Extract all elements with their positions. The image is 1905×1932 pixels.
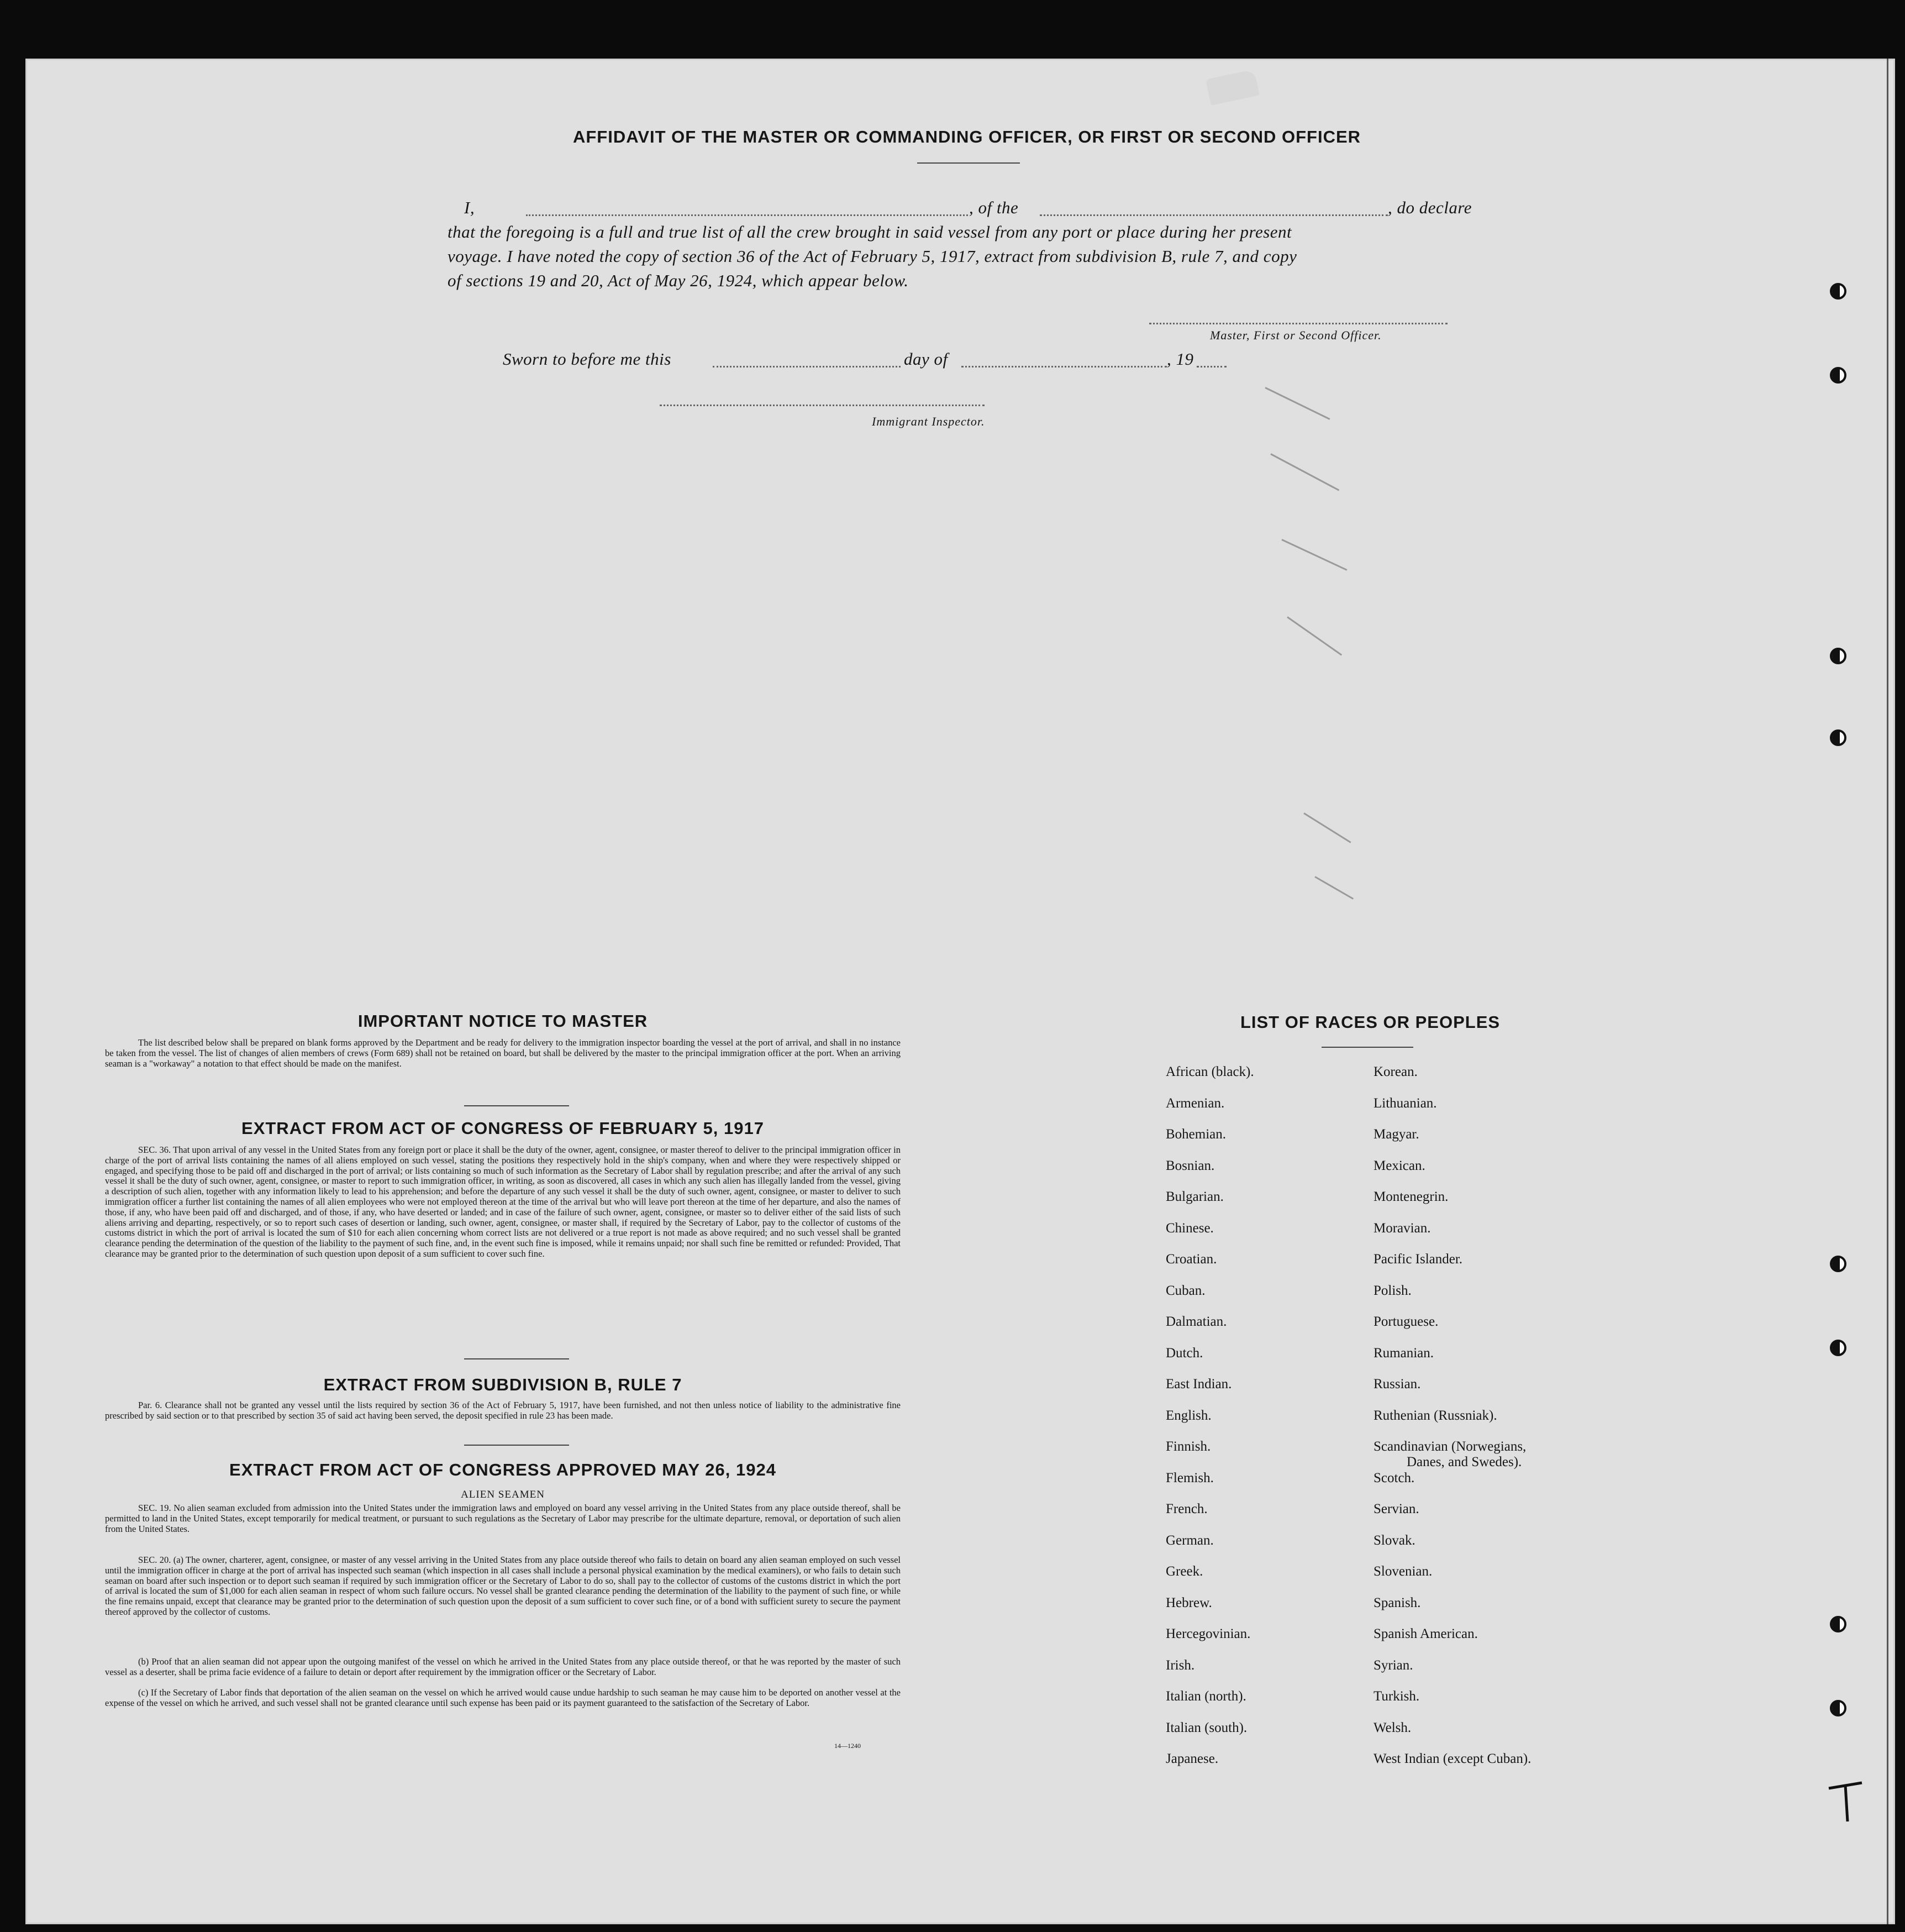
race-entry: Spanish American. <box>1374 1626 1478 1641</box>
race-entry: Pacific Islander. <box>1374 1252 1463 1267</box>
form-number: 14—1240 <box>834 1742 861 1750</box>
declaration-do-declare: , do declare <box>1388 198 1472 217</box>
race-entry: Bosnian. <box>1166 1158 1215 1173</box>
race-entry: West Indian (except Cuban). <box>1374 1751 1532 1766</box>
race-entry: Mexican. <box>1374 1158 1425 1173</box>
extract-1917-text: SEC. 36. That upon arrival of any vessel in the United States from any foreign port or place it shall be the duty of the owner, agent, consignee, or master thereof to deliver to the principal immigration officer in charge of the port of arrival lists containing the names of all aliens employed on such vessel, stating the positions they respectively hold in the ship's company, when and where they were respectively shipped or engaged, and specifying those to be paid off and discharged in the port of arrival; or lists containing so much of such information as the Secretary of Labor shall by regulation prescribe; and after the arrival of any such vessel it shall be the duty of such owner, agent, consignee, or master to report to such immigration officer, in writing, as soon as discovered, all cases in which any such alien has illegally landed from the vessel, giving a description of such alien, together with any information likely to lead to his apprehension; and before the departure of any such vessel it shall be the duty of such owner, agent, consignee, or master to deliver to such immigration officer a further list containing the names of all alien employees who were not employed thereon at the time of the arrival but who will leave port thereon at the time of her departure, and also the names of those, if any, who have been paid off and discharged, and of those, if any, who have deserted or landed; and in case of the failure of such owner, agent, consignee, or master so to deliver either of the said lists of such aliens arriving and departing, respectively, or so to report such cases of desertion or landing, such owner, agent, consignee, or master shall, if required by the Secretary of Labor, pay to the collector of customs of the customs district in which the port of arrival is located the sum of $10 for each alien concerning whom correct lists are not delivered or a true report is not made as above required; and no such vessel shall be granted clearance pending the determination of the question of the liability to the payment of such fine, and, in the event such fine is imposed, while it remains unpaid; nor shall such fine be remitted or refunded: Provided, That clearance may be granted prior to the determination of such question upon deposit of a sum sufficient to cover such fine. <box>105 1144 901 1259</box>
race-entry: Servian. <box>1374 1502 1419 1516</box>
race-entry: Scandinavian (Norwegians, <box>1374 1439 1527 1454</box>
race-entry: Slovenian. <box>1374 1564 1433 1579</box>
race-entry: Irish. <box>1166 1657 1195 1673</box>
race-entry: Moravian. <box>1374 1220 1431 1236</box>
section-rule <box>464 1105 569 1106</box>
extract-1924-heading: EXTRACT FROM ACT OF CONGRESS APPROVED MAY 26, 1924 <box>229 1460 776 1479</box>
race-entry-continuation: Danes, and Swedes). <box>1407 1455 1522 1469</box>
races-rule <box>1322 1047 1413 1048</box>
binding-hole <box>1830 367 1846 384</box>
master-caption: Master, First or Second Officer. <box>1210 328 1382 342</box>
binding-hole <box>1830 1616 1846 1632</box>
race-entry: Japanese. <box>1166 1751 1219 1766</box>
binding-hole <box>1830 1340 1846 1356</box>
race-entry: Bulgarian. <box>1166 1189 1224 1204</box>
race-entry: Portuguese. <box>1374 1314 1439 1329</box>
binding-hole <box>1830 283 1846 300</box>
race-entry: Welsh. <box>1374 1720 1412 1735</box>
declaration-of-the: , of the <box>969 198 1019 217</box>
alien-seamen-subheading: ALIEN SEAMEN <box>461 1489 545 1500</box>
sworn-day-blank <box>713 366 901 368</box>
race-entry: Syrian. <box>1374 1657 1413 1673</box>
race-entry: Cuban. <box>1166 1283 1206 1298</box>
race-entry: Magyar. <box>1374 1127 1419 1142</box>
declaration-line-4: of sections 19 and 20, Act of May 26, 1924, which appear below. <box>448 271 909 290</box>
sworn-day-of: day of <box>904 349 948 369</box>
race-entry: Dalmatian. <box>1166 1314 1227 1329</box>
declaration-line-3: voyage. I have noted the copy of section 36 of the Act of February 5, 1917, extract from subdivision B, rule 7, and copy <box>448 246 1297 266</box>
race-entry: Flemish. <box>1166 1470 1214 1485</box>
binding-hole <box>1830 1256 1846 1272</box>
race-entry: French. <box>1166 1502 1208 1516</box>
declaration-line-2: that the foregoing is a full and true list of all the crew brought in said vessel from any port or place during her present <box>448 222 1292 242</box>
declaration-i: I, <box>464 198 475 217</box>
extract-rule7-text: Par. 6. Clearance shall not be granted any vessel until the lists required by section 36 of the Act of February 5, 1917, have been furnished, and not then unless notice of liability to the administrative fine prescribed by said section or to that prescribed by section 35 of said act having been served, the deposit specified in rule 23 has been made. <box>105 1400 901 1421</box>
race-entry: Korean. <box>1374 1064 1418 1079</box>
sec20c-text: (c) If the Secretary of Labor finds that deportation of the alien seaman on the vessel on which he arrived would cause undue hardship to such seaman he may cause him to be deported on another vessel at the expense of the vessel on which he arrived, and such vessel shall not be granted clearance until such expense has been paid or its payment guaranteed to the satisfaction of the Secretary of Labor. <box>105 1687 901 1708</box>
race-entry: East Indian. <box>1166 1377 1232 1392</box>
vessel-blank <box>1040 214 1388 216</box>
binding-hole <box>1830 729 1846 746</box>
race-entry: Greek. <box>1166 1564 1203 1579</box>
race-entry: German. <box>1166 1532 1214 1548</box>
sworn-year: , 19 <box>1167 349 1194 369</box>
race-entry: Bohemian. <box>1166 1127 1227 1142</box>
race-entry: Dutch. <box>1166 1345 1203 1361</box>
section-rule <box>464 1445 569 1446</box>
race-entry: English. <box>1166 1408 1212 1423</box>
extract-rule7-heading: EXTRACT FROM SUBDIVISION B, RULE 7 <box>323 1375 682 1394</box>
master-signature-line <box>1149 323 1448 324</box>
race-entry: Slovak. <box>1374 1532 1415 1548</box>
sworn-prefix: Sworn to before me this <box>503 349 671 369</box>
race-entry: Chinese. <box>1166 1220 1214 1236</box>
race-entry: Spanish. <box>1374 1595 1421 1610</box>
binding-hole <box>1830 648 1846 664</box>
race-entry: Italian (south). <box>1166 1720 1248 1735</box>
race-entry: Hercegovinian. <box>1166 1626 1251 1641</box>
race-entry: African (black). <box>1166 1064 1254 1079</box>
race-entry: Finnish. <box>1166 1439 1211 1454</box>
race-entry: Montenegrin. <box>1374 1189 1449 1204</box>
binding-hole <box>1830 1700 1846 1716</box>
notice-text: The list described below shall be prepared on blank forms approved by the Department and be ready for delivery to the immigration inspector boarding the vessel at the port of arrival, and shall in no instance be taken from the vessel. The list of changes of alien members of crews (Form 689) shall not be retained on board, but shall be delivered by the master to the principal immigration officer at the port. When an arriving seaman is a "workaway" a notation to that effect should be made on the manifest. <box>105 1037 901 1069</box>
right-edge-line <box>1887 59 1888 1924</box>
inspector-signature-line <box>660 405 985 406</box>
sworn-month-blank <box>961 366 1167 368</box>
heading-rule <box>917 162 1020 164</box>
race-entry: Rumanian. <box>1374 1345 1434 1361</box>
race-entry: Ruthenian (Russniak). <box>1374 1408 1497 1423</box>
race-entry: Croatian. <box>1166 1252 1217 1267</box>
sec20b-text: (b) Proof that an alien seaman did not appear upon the outgoing manifest of the vessel on which he arrived in the United States from any place outside thereof, or that he was reported by the master of such vessel as a deserter, shall be prima facie evidence of a failure to detain or deport after requirement by the immigration officer or the Secretary of Labor. <box>105 1656 901 1677</box>
inspector-caption: Immigrant Inspector. <box>872 414 985 428</box>
race-entry: Armenian. <box>1166 1095 1225 1111</box>
sworn-year-blank <box>1197 366 1227 368</box>
race-entry: Lithuanian. <box>1374 1095 1437 1111</box>
sec20a-text: SEC. 20. (a) The owner, charterer, agent, consignee, or master of any vessel arriving in the United States from any place outside thereof who fails to detain on board any alien seaman employed on such vessel until the immigration officer in charge at the port of arrival has inspected such seaman (which inspection in all cases shall include a personal physical examination by the medical examiners), or who fails to detain such seaman on board after such inspection or to deport such seaman if required by such immigration officer or the Secretary of Labor to do so, shall pay to the collector of customs of the customs district in which the port of arrival is located the sum of $1,000 for each alien seaman in respect of whom such failure occurs. No vessel shall be granted clearance pending the determination of the liability to the payment of such fine, or while the fine remains unpaid, except that clearance may be granted prior to the determination of such question upon the deposit of a sum sufficient to cover such fine, or of a bond with sufficient surety to secure the payment thereof approved by the collector of customs. <box>105 1555 901 1617</box>
race-entry: Italian (north). <box>1166 1689 1246 1704</box>
race-entry: Scotch. <box>1374 1470 1415 1485</box>
notice-heading: IMPORTANT NOTICE TO MASTER <box>357 1011 648 1031</box>
handwritten-mark <box>1823 1777 1867 1827</box>
race-entry: Turkish. <box>1374 1689 1420 1704</box>
sec19-text: SEC. 19. No alien seaman excluded from admission into the United States under the immigration laws and employed on board any vessel arriving in the United States from any place outside thereof, shall be permitted to land in the United States, except temporarily for medical treatment, or pursuant to such regulations as the Secretary of Labor may prescribe for the ultimate departure, removal, or deportation of such alien from the United States. <box>105 1503 901 1534</box>
races-heading: LIST OF RACES OR PEOPLES <box>1240 1012 1501 1032</box>
affidavit-heading: AFFIDAVIT OF THE MASTER OR COMMANDING OFFICER, OR FIRST OR SECOND OFFICER <box>572 127 1361 146</box>
race-entry: Russian. <box>1374 1377 1421 1392</box>
race-entry: Polish. <box>1374 1283 1412 1298</box>
name-blank <box>526 214 968 216</box>
page-tab <box>1206 69 1260 106</box>
section-rule <box>464 1358 569 1359</box>
document-sheet <box>25 59 1895 1924</box>
race-entry: Hebrew. <box>1166 1595 1212 1610</box>
extract-1917-heading: EXTRACT FROM ACT OF CONGRESS OF FEBRUARY 5, 1917 <box>241 1119 764 1138</box>
